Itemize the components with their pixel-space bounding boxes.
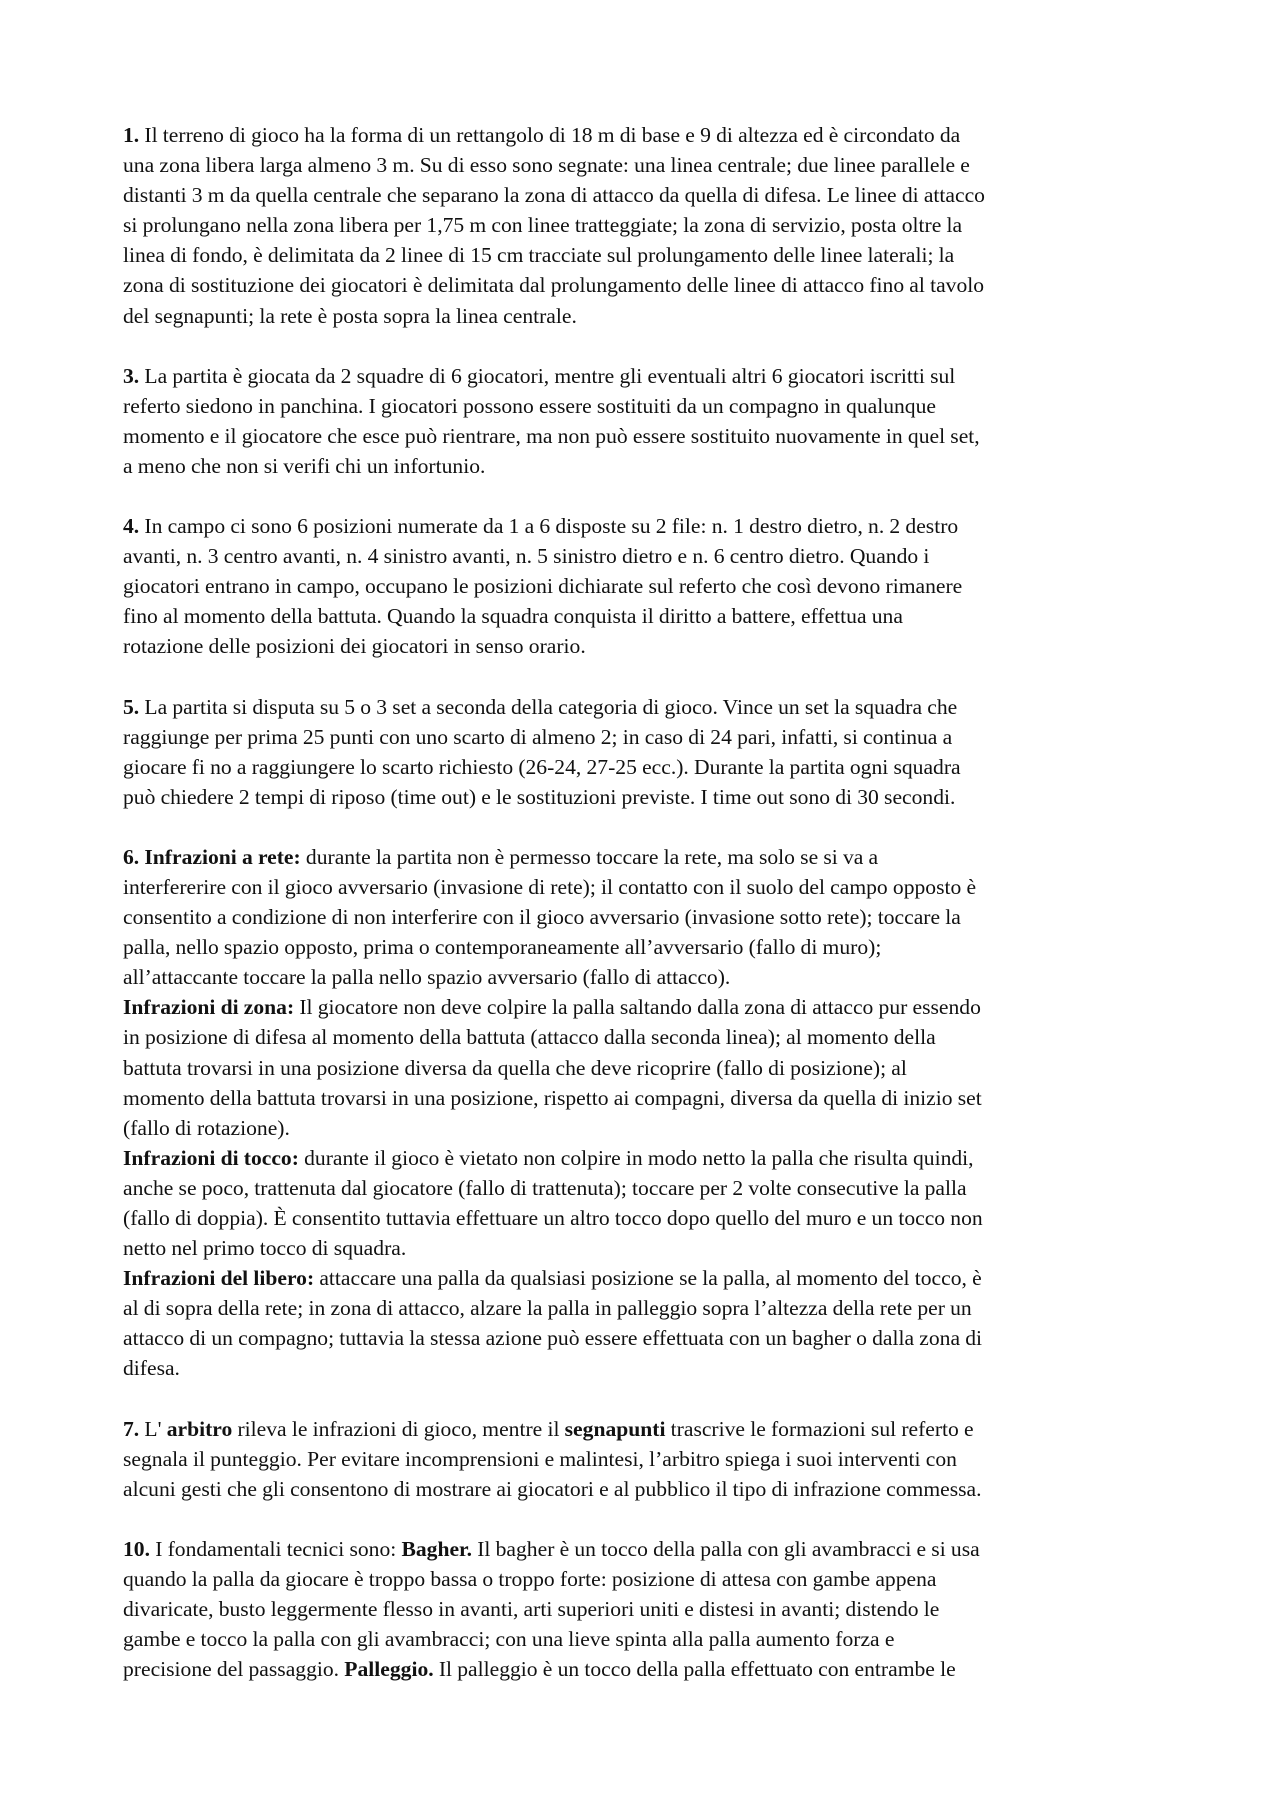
text-line — [123, 571, 1163, 601]
text-line — [123, 1353, 1163, 1383]
text-run: può chiedere 2 tempi di riposo (time out) e le sostituzioni previste. I time out sono di 30 secondi. — [123, 784, 956, 809]
text-run: consentito a condizione di non interferire con il gioco avversario (invasione sotto rete); toccare la — [123, 905, 961, 930]
text-run: all’attaccante toccare la palla nello spazio avversario (fallo di attacco). — [123, 965, 731, 990]
bold-text: 1. — [123, 123, 140, 147]
text-run: interfererire con il gioco avversario (invasione di rete); il contatto con il suolo del campo opposto è — [123, 874, 977, 899]
text-line — [123, 782, 1163, 812]
text-run: momento della battuta trovarsi in una posizione, rispetto ai compagni, diversa da quella di inizio set — [123, 1085, 982, 1110]
bold-text: Infrazioni del libero: — [123, 1266, 315, 1291]
text-run: Il bagher è un tocco della palla con gli avambracci e si usa — [472, 1536, 980, 1561]
bold-text: 4. — [123, 514, 140, 539]
paragraph-p6 — [123, 842, 1163, 1384]
bold-text: 3. — [123, 363, 140, 388]
text-run: linea di fondo, è delimitata da 2 linee di 15 cm tracciate sul prolungamento delle linee laterali; la — [123, 243, 955, 268]
bold-text: segnapunti — [564, 1416, 666, 1441]
text-run: La partita è giocata da 2 squadre di 6 giocatori, mentre gli eventuali altri 6 giocatori iscritti sul — [139, 363, 956, 388]
text-line — [123, 361, 1163, 391]
text-run: L' — [139, 1416, 167, 1441]
text-line — [123, 1624, 1163, 1654]
text-run: alcuni gesti che gli consentono di mostrare ai giocatori e al pubblico il tipo di infrazione commessa. — [123, 1476, 982, 1501]
text-run: attacco di un compagno; tuttavia la stessa azione può essere effettuata con un bagher o dalla zona di — [123, 1326, 983, 1351]
text-run: in posizione di difesa al momento della battuta (attacco dalla seconda linea); al momento della — [123, 1025, 936, 1050]
text-run: I fondamentali tecnici sono: — [150, 1536, 402, 1561]
text-line — [123, 1594, 1163, 1624]
text-line — [123, 631, 1163, 661]
text-run: Il terreno di gioco ha la forma di un rettangolo di 18 m di base e 9 di altezza ed è circondato da — [139, 123, 961, 147]
text-line — [123, 1143, 1163, 1173]
text-line — [123, 1564, 1163, 1594]
text-line — [123, 180, 1163, 210]
text-line — [123, 511, 1163, 541]
text-line — [123, 1203, 1163, 1233]
text-run: al di sopra della rete; in zona di attacco, alzare la palla in palleggio sopra l’altezza della rete per un — [123, 1296, 972, 1321]
text-line — [123, 120, 1163, 150]
text-line — [123, 1022, 1163, 1052]
text-line — [123, 872, 1163, 902]
text-line — [123, 210, 1163, 240]
text-line — [123, 1113, 1163, 1143]
text-run: distanti 3 m da quella centrale che separano la zona di attacco da quella di difesa. Le linee di attacco — [123, 183, 985, 208]
text-run: rileva le infrazioni di gioco, mentre il — [232, 1416, 565, 1441]
text-line — [123, 1654, 1163, 1684]
bold-text: arbitro — [166, 1416, 233, 1441]
text-run: quando la palla da giocare è troppo bassa o troppo forte: posizione di attesa con gambe appena — [123, 1566, 937, 1591]
text-line — [123, 902, 1163, 932]
text-run: avanti, n. 3 centro avanti, n. 4 sinistro avanti, n. 5 sinistro dietro e n. 6 centro dietro. Quando i — [123, 544, 930, 569]
text-line — [123, 842, 1163, 872]
text-run: durante il gioco è vietato non colpire in modo netto la palla che risulta quindi, — [298, 1145, 974, 1170]
text-line — [123, 1293, 1163, 1323]
bold-text: Infrazioni di zona: — [123, 995, 295, 1020]
text-line — [123, 421, 1163, 451]
text-line — [123, 932, 1163, 962]
bold-text: 6. Infrazioni a rete: — [123, 844, 301, 869]
text-line — [123, 692, 1163, 722]
text-run: del segnapunti; la rete è posta sopra la linea centrale. — [123, 303, 577, 328]
text-line — [123, 270, 1163, 300]
text-line — [123, 1534, 1163, 1564]
paragraph-p10 — [123, 1534, 1163, 1684]
bold-text: Palleggio. — [344, 1657, 434, 1682]
text-run: attaccare una palla da qualsiasi posizione se la palla, al momento del tocco, è — [314, 1266, 982, 1291]
text-run: In campo ci sono 6 posizioni numerate da 1 a 6 disposte su 2 file: n. 1 destro dietro, n. 2 destro — [139, 514, 959, 539]
text-run: difesa. — [123, 1356, 180, 1381]
text-run: precisione del passaggio. — [123, 1657, 345, 1682]
text-line — [123, 1173, 1163, 1203]
text-run: Il palleggio è un tocco della palla effettuato con entrambe le — [433, 1657, 956, 1682]
bold-text: 5. — [123, 694, 140, 719]
text-run: (fallo di rotazione). — [123, 1115, 290, 1140]
text-line — [123, 722, 1163, 752]
text-run: anche se poco, trattenuta dal giocatore (fallo di trattenuta); toccare per 2 volte consecutive la palla — [123, 1175, 967, 1200]
text-run: giocare fi no a raggiungere lo scarto richiesto (26-24, 27-25 ecc.). Durante la partita ogni squadra — [123, 754, 961, 779]
paragraph-p1 — [123, 120, 1163, 331]
paragraph-p7 — [123, 1414, 1163, 1504]
text-run: (fallo di doppia). È consentito tuttavia effettuare un altro tocco dopo quello del muro e un tocco non — [123, 1206, 983, 1230]
text-run: palla, nello spazio opposto, prima o contemporaneamente all’avversario (fallo di muro); — [123, 935, 882, 960]
text-line — [123, 752, 1163, 782]
text-line — [123, 451, 1163, 481]
text-line — [123, 150, 1163, 180]
text-line — [123, 240, 1163, 270]
text-line — [123, 1474, 1163, 1504]
text-line — [123, 601, 1163, 631]
text-run: rotazione delle posizioni dei giocatori in senso orario. — [123, 634, 586, 659]
bold-text: Bagher. — [401, 1536, 473, 1561]
text-line — [123, 1083, 1163, 1113]
text-line — [123, 1233, 1163, 1263]
text-run: a meno che non si verifi chi un infortunio. — [123, 453, 486, 478]
text-run: La partita si disputa su 5 o 3 set a seconda della categoria di gioco. Vince un set la squadra che — [139, 694, 958, 719]
text-line — [123, 1263, 1163, 1293]
document-page — [123, 120, 1163, 1714]
text-line — [123, 962, 1163, 992]
text-run: battuta trovarsi in una posizione diversa da quella che deve ricoprire (fallo di posizione); al — [123, 1055, 907, 1080]
text-run: una zona libera larga almeno 3 m. Su di esso sono segnate: una linea centrale; due linee parallele e — [123, 153, 970, 178]
bold-text: 7. — [123, 1416, 140, 1441]
text-run: giocatori entrano in campo, occupano le posizioni dichiarate sul referto che così devono rimanere — [123, 574, 963, 599]
paragraph-p3 — [123, 361, 1163, 481]
text-line — [123, 1053, 1163, 1083]
text-run: fino al momento della battuta. Quando la squadra conquista il diritto a battere, effettua una — [123, 604, 903, 629]
text-run: trascrive le formazioni sul referto e — [665, 1416, 974, 1441]
text-run: segnala il punteggio. Per evitare incomprensioni e malintesi, l’arbitro spiega i suoi interventi con — [123, 1446, 957, 1471]
text-run: netto nel primo tocco di squadra. — [123, 1236, 407, 1261]
text-run: durante la partita non è permesso toccare la rete, ma solo se si va a — [300, 844, 879, 869]
text-run: referto siedono in panchina. I giocatori possono essere sostituiti da un compagno in qualunque — [123, 393, 936, 418]
text-line — [123, 541, 1163, 571]
text-line — [123, 1414, 1163, 1444]
paragraph-p5 — [123, 692, 1163, 812]
bold-text: 10. — [123, 1536, 150, 1561]
text-line — [123, 1444, 1163, 1474]
text-run: divaricate, busto leggermente flesso in avanti, arti superiori uniti e distesi in avanti; distendo le — [123, 1597, 940, 1622]
text-run: raggiunge per prima 25 punti con uno scarto di almeno 2; in caso di 24 pari, infatti, si continua a — [123, 724, 953, 749]
bold-text: Infrazioni di tocco: — [123, 1145, 299, 1170]
text-run: zona di sostituzione dei giocatori è delimitata dal prolungamento delle linee di attacco fino al tavolo — [123, 273, 985, 298]
text-run: gambe e tocco la palla con gli avambracci; con una lieve spinta alla palla aumento forza e — [123, 1627, 895, 1652]
text-run: si prolungano nella zona libera per 1,75 m con linee tratteggiate; la zona di servizio, posta oltre la — [123, 213, 963, 238]
text-line — [123, 992, 1163, 1022]
paragraph-p4 — [123, 511, 1163, 661]
text-line — [123, 391, 1163, 421]
text-line — [123, 301, 1163, 331]
text-run: momento e il giocatore che esce può rientrare, ma non può essere sostituito nuovamente in quel set, — [123, 423, 980, 448]
text-line — [123, 1323, 1163, 1353]
text-run: Il giocatore non deve colpire la palla saltando dalla zona di attacco pur essendo — [294, 995, 981, 1020]
